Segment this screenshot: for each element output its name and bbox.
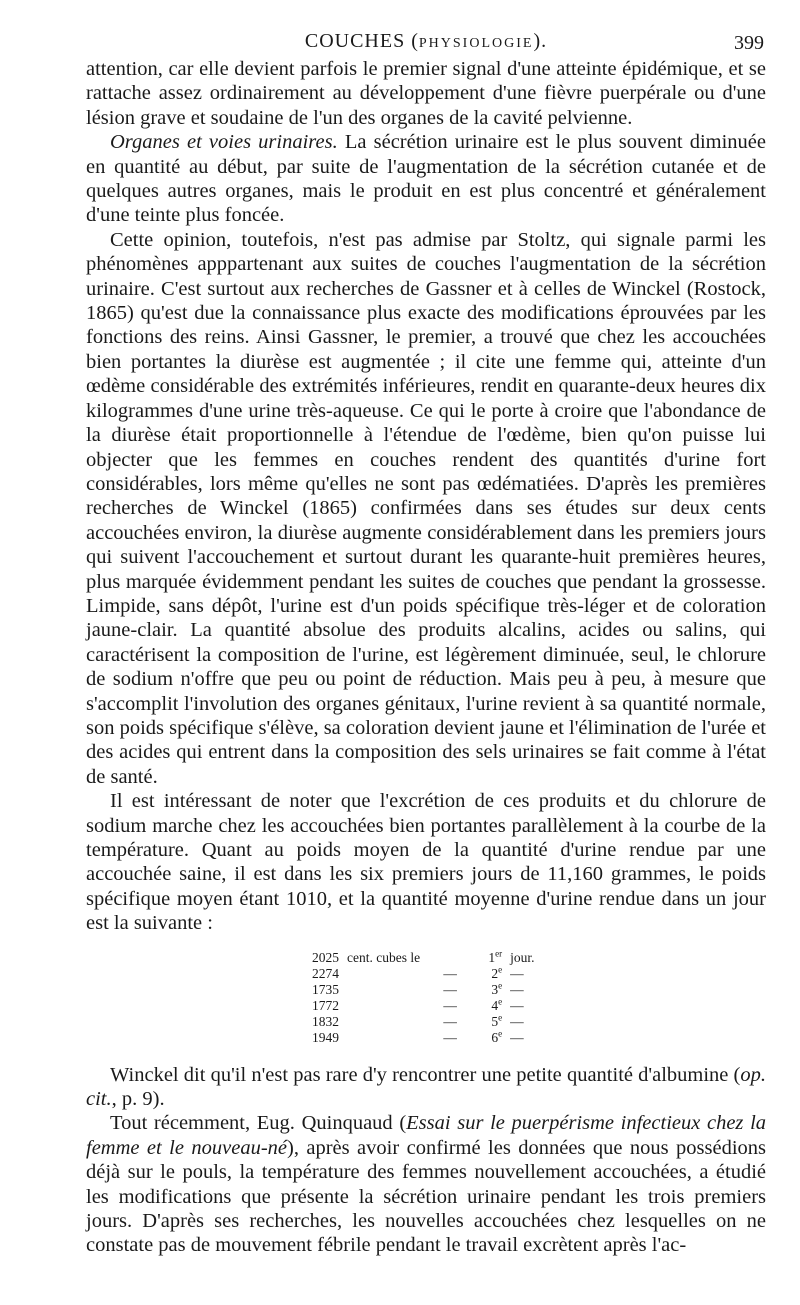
cell-day: 2e: [491, 964, 503, 981]
cell-tail: —: [510, 997, 524, 1013]
table-row: [312, 1030, 538, 1046]
running-title-subtitle: PHYSIOLOGIE: [418, 36, 534, 51]
table-row: [312, 1014, 538, 1030]
table-row: [312, 950, 538, 966]
cell-day: 6e: [491, 1028, 503, 1045]
citation-book-title: Essai sur le puerpérisme infectieux chez la femme et le nouveau-né: [86, 1112, 767, 1159]
cell-dash: —: [443, 981, 457, 997]
cell-day: 4e: [491, 996, 503, 1013]
cell-tail: —: [510, 1029, 524, 1045]
urine-quantity-table: [312, 950, 538, 1046]
cell-amount: 2025: [312, 949, 339, 965]
cell-dash: —: [443, 1013, 457, 1029]
cell-amount: 1949: [312, 1029, 339, 1045]
running-title-main: COUCHES: [304, 30, 406, 52]
page-number: 399: [734, 32, 764, 54]
cell-tail: —: [510, 1013, 524, 1029]
cell-amount: 1832: [312, 1013, 339, 1029]
cell-dash: —: [443, 1029, 457, 1045]
cell-tail: —: [510, 965, 524, 981]
cell-day: 1er: [488, 948, 503, 965]
paragraph-excretion: Il est intéressant de noter que l'excrétion de ces produits et du chlorure de sodium marche chez les accouchées bien portantes parallèlement à la courbe de la température. Quant au poids moyen de la quantité d'urine rendue par une accouchée saine, il est dans les six premiers jours de 11,160 grammes, le poids spécifique moyen étant 1010, et la quantité moyenne d'urine rendue dans un jour est la suivante :: [86, 790, 766, 935]
cell-tail: jour.: [510, 949, 535, 965]
cell-dash: [424, 950, 476, 966]
cell-tail: —: [510, 981, 524, 997]
cell-amount: 1735: [312, 981, 339, 997]
paragraph-stoltz-winckel: Cette opinion, toutefois, n'est pas admise par Stoltz, qui signale parmi les phénomènes apppartenant aux suites de couches l'augmentation de la sécrétion urinaire. C'est surtout aux recherches de Gassner et à celles de Winckel (Rostock, 1865) qu'est due la connaissance plus exacte des modifications éprouvées par les fonctions des reins. Ainsi Gassner, le premier, a trouvé que chez les accouchées bien portantes la diurèse est augmentée ; il cite une femme qui, atteinte d'un œdème considérable des extrémités inférieures, rendit en quarante-deux heures dix kilogrammes d'une urine très-aqueuse. Ce qui le porte à croire que l'abondance de la diurèse était proportionnelle à l'étendue de l'œdème, bien qu'on puisse lui objecter que les femmes en couches rendent des quantités d'urine fort considérables, lors même qu'elles ne sont pas œdématiées. D'après les premières recherches de Winckel (1865) confirmées dans ses études sur deux cents accouchées environ, la diurèse augmente considérablement dans les premiers jours qui suivent l'accouchement et surtout durant les quarante-huit premières heures, plus marquée évidemment pendant les suites de couches que pendant la grossesse. Limpide, sans dépôt, l'urine est d'un poids spécifique très-léger et de coloration jaune-clair. La quantité absolue des produits alcalins, acides ou salins, qui caractérisent la composition de l'urine, est légèrement diminuée, seul, le chlorure de sodium n'offre que peu ou point de réduction. Mais peu à peu, à mesure que s'accomplit l'involution des organes génitaux, l'urine revient à sa quantité normale, son poids spécifique s'élève, sa coloration devient jaune et l'élimination de l'urée et des acides qui entrent dans la composition des sels urinaires se fait comme à l'état de santé.: [86, 228, 766, 788]
page-header: [86, 30, 766, 54]
citation-op-cit: op. cit.: [86, 1063, 766, 1111]
paragraph-continuation: attention, car elle devient parfois le premier signal d'une atteinte épidémique, et se rattache assez ordinairement au développement d'une fièvre puerpérale ou d'une lésion grave et soudaine de l'un des organes de la cavité pelvienne.: [86, 58, 766, 129]
cell-unit: [343, 982, 424, 998]
table-row: [312, 966, 538, 982]
cell-unit: [343, 966, 424, 982]
body-text: [86, 57, 766, 1258]
cell-day: 3e: [491, 980, 503, 997]
table-row: [312, 982, 538, 998]
cell-dash: —: [443, 965, 457, 981]
running-title: COUCHES (PHYSIOLOGIE).: [304, 30, 548, 52]
section-heading-urinary: Organes et voies urinaires.: [110, 131, 338, 154]
paragraph-urinary-organs: Organes et voies urinaires. La sécrétion urinaire est le plus souvent diminuée en quantité au début, par suite de l'augmentation de la sécrétion cutanée et de quelques autres organes, mais le produit en est plus concentré et généralement d'une teinte plus foncée.: [86, 131, 767, 227]
cell-unit: [343, 1014, 424, 1030]
paragraph-albumin: Winckel dit qu'il n'est pas rare d'y rencontrer une petite quantité d'albumine (op. cit., p. 9).: [86, 1063, 766, 1111]
cell-amount: 2274: [312, 965, 339, 981]
paragraph-quinquaud: Tout récemment, Eug. Quinquaud (Essai sur le puerpérisme infectieux chez la femme et le nouveau-né), après avoir confirmé les données que nous possédions déjà sur le pouls, la température des femmes nouvellement accouchées, a étudié les modifications que présente la sécrétion urinaire pendant les trois premiers jours. D'après ses recherches, les nouvelles accouchées chez lesquelles on ne constate pas de mouvement fébrile pendant le travail excrètent après l'ac-: [86, 1112, 767, 1257]
cell-unit: cent. cubes le: [347, 949, 421, 965]
cell-dash: —: [443, 997, 457, 1013]
cell-amount: 1772: [312, 997, 339, 1013]
cell-day: 5e: [491, 1012, 503, 1029]
table-row: [312, 998, 538, 1014]
cell-unit: [343, 1030, 424, 1046]
cell-unit: [343, 998, 424, 1014]
